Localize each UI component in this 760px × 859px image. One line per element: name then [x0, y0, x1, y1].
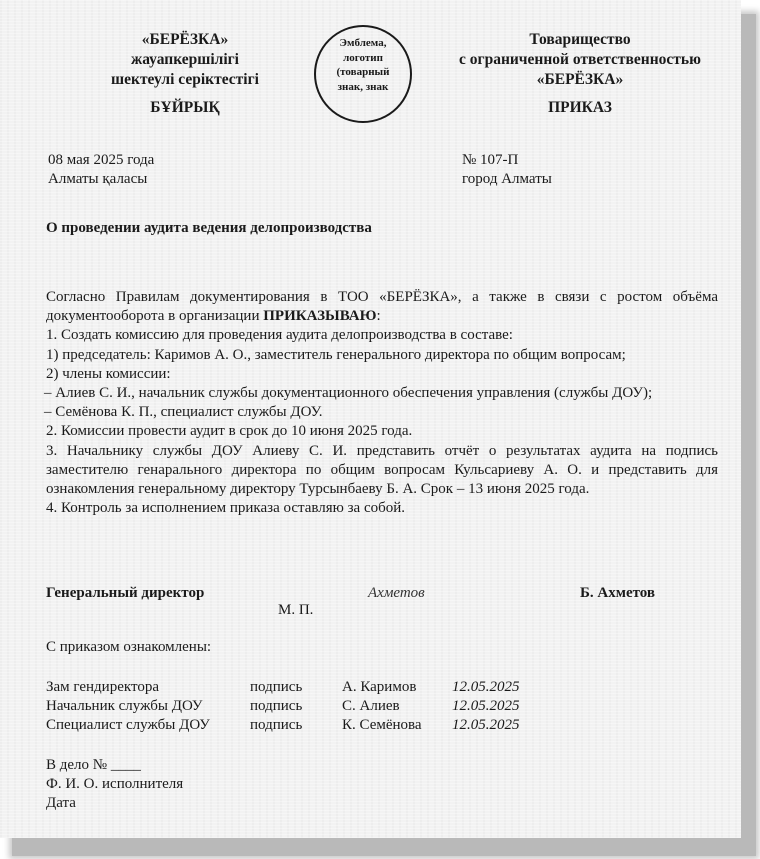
doc-type-kz: БҰЙРЫҚ	[150, 99, 220, 116]
city-ru: город Алматы	[462, 171, 552, 187]
name-cell: К. Семёнова	[342, 717, 422, 733]
body-line: – Алиев С. И., начальник службы документационного обеспечения управления (службы ДОУ);	[44, 385, 653, 402]
table-row	[46, 716, 520, 735]
table-row	[46, 697, 520, 716]
intro-text: Согласно Правилам документирования в ТОО «БЕРЁЗКА», а также в связи с ростом объёма документооборота в организации	[46, 289, 718, 325]
table-row	[46, 678, 520, 697]
date-label: Дата	[46, 795, 76, 811]
order-keyword: ПРИКАЗЫВАЮ	[263, 308, 377, 325]
org-line: с ограниченной ответственностью	[459, 51, 701, 68]
item-3-text: 3. Начальнику службы ДОУ Алиеву С. И. представить отчёт о результатах аудита на подпись заместителю генарального директора по общим вопросам Кульсариеву А. О. и представить для ознакомления генеральному директору Турсынбаеву Б. А. Срок – 13 июня 2025 года.	[46, 442, 718, 498]
position-cell: Специалист службы ДОУ	[46, 717, 210, 733]
position-cell: Зам гендиректора	[46, 679, 159, 695]
item-4: 4. Контроль за исполнением приказа оставляю за собой.	[46, 500, 406, 517]
city-kz: Алматы қаласы	[48, 171, 148, 187]
order-body	[46, 288, 718, 518]
emblem-line: (товарный	[336, 66, 390, 78]
body-line: 1. Создать комиссию для проведения аудита делопроизводства в составе:	[46, 327, 513, 344]
position-cell: Начальник службы ДОУ	[46, 698, 203, 714]
document-date: 08 мая 2025 года	[48, 152, 155, 168]
acquaintance-heading: С приказом ознакомлены:	[46, 639, 212, 655]
item-3-paragraph	[0, 442, 718, 500]
emblem-placeholder	[314, 25, 412, 123]
date-cell: 12.05.2025	[452, 698, 520, 714]
header-left-org	[60, 30, 310, 90]
signatory-position: Генеральный директор	[46, 585, 205, 601]
sign-cell: подпись	[250, 679, 303, 695]
org-line: «БЕРЁЗКА»	[536, 71, 624, 88]
body-line: – Семёнова К. П., специалист службы ДОУ.	[44, 404, 323, 421]
org-line: шектеулі серіктестігі	[111, 71, 259, 88]
name-cell: С. Алиев	[342, 698, 400, 714]
signature: Ахметов	[368, 585, 425, 601]
file-number-label: В дело № ____	[46, 757, 141, 773]
emblem-line: знак, знак	[337, 80, 389, 93]
header-right-org	[440, 30, 720, 90]
document-title: О проведении аудита ведения делопроизводства	[46, 220, 372, 236]
body-line: 2. Комиссии провести аудит в срок до 10 июня 2025 года.	[46, 423, 413, 440]
emblem-line: Эмблема,	[339, 37, 387, 49]
signatory-name: Б. Ахметов	[580, 585, 656, 601]
date-cell: 12.05.2025	[452, 679, 520, 695]
acquaintance-table	[46, 678, 520, 735]
stamp-place: М. П.	[278, 602, 314, 618]
body-line: 1) председатель: Каримов А. О., заместитель генерального директора по общим вопросам;	[46, 346, 626, 363]
org-line: жауапкершілігі	[130, 51, 239, 68]
org-line: «БЕРЁЗКА»	[141, 31, 229, 48]
date-cell: 12.05.2025	[452, 717, 520, 733]
intro-colon: :	[376, 308, 381, 325]
sign-cell: подпись	[250, 698, 303, 714]
doc-type-ru: ПРИКАЗ	[548, 99, 612, 116]
body-line: 2) члены комиссии:	[46, 365, 171, 382]
emblem-line: логотип	[343, 51, 383, 64]
sign-cell: подпись	[250, 717, 303, 733]
intro-paragraph	[46, 288, 718, 326]
org-line: Товарищество	[529, 31, 631, 48]
name-cell: А. Каримов	[342, 679, 417, 695]
executor-label: Ф. И. О. исполнителя	[46, 776, 184, 792]
document-number: № 107-П	[462, 152, 519, 168]
